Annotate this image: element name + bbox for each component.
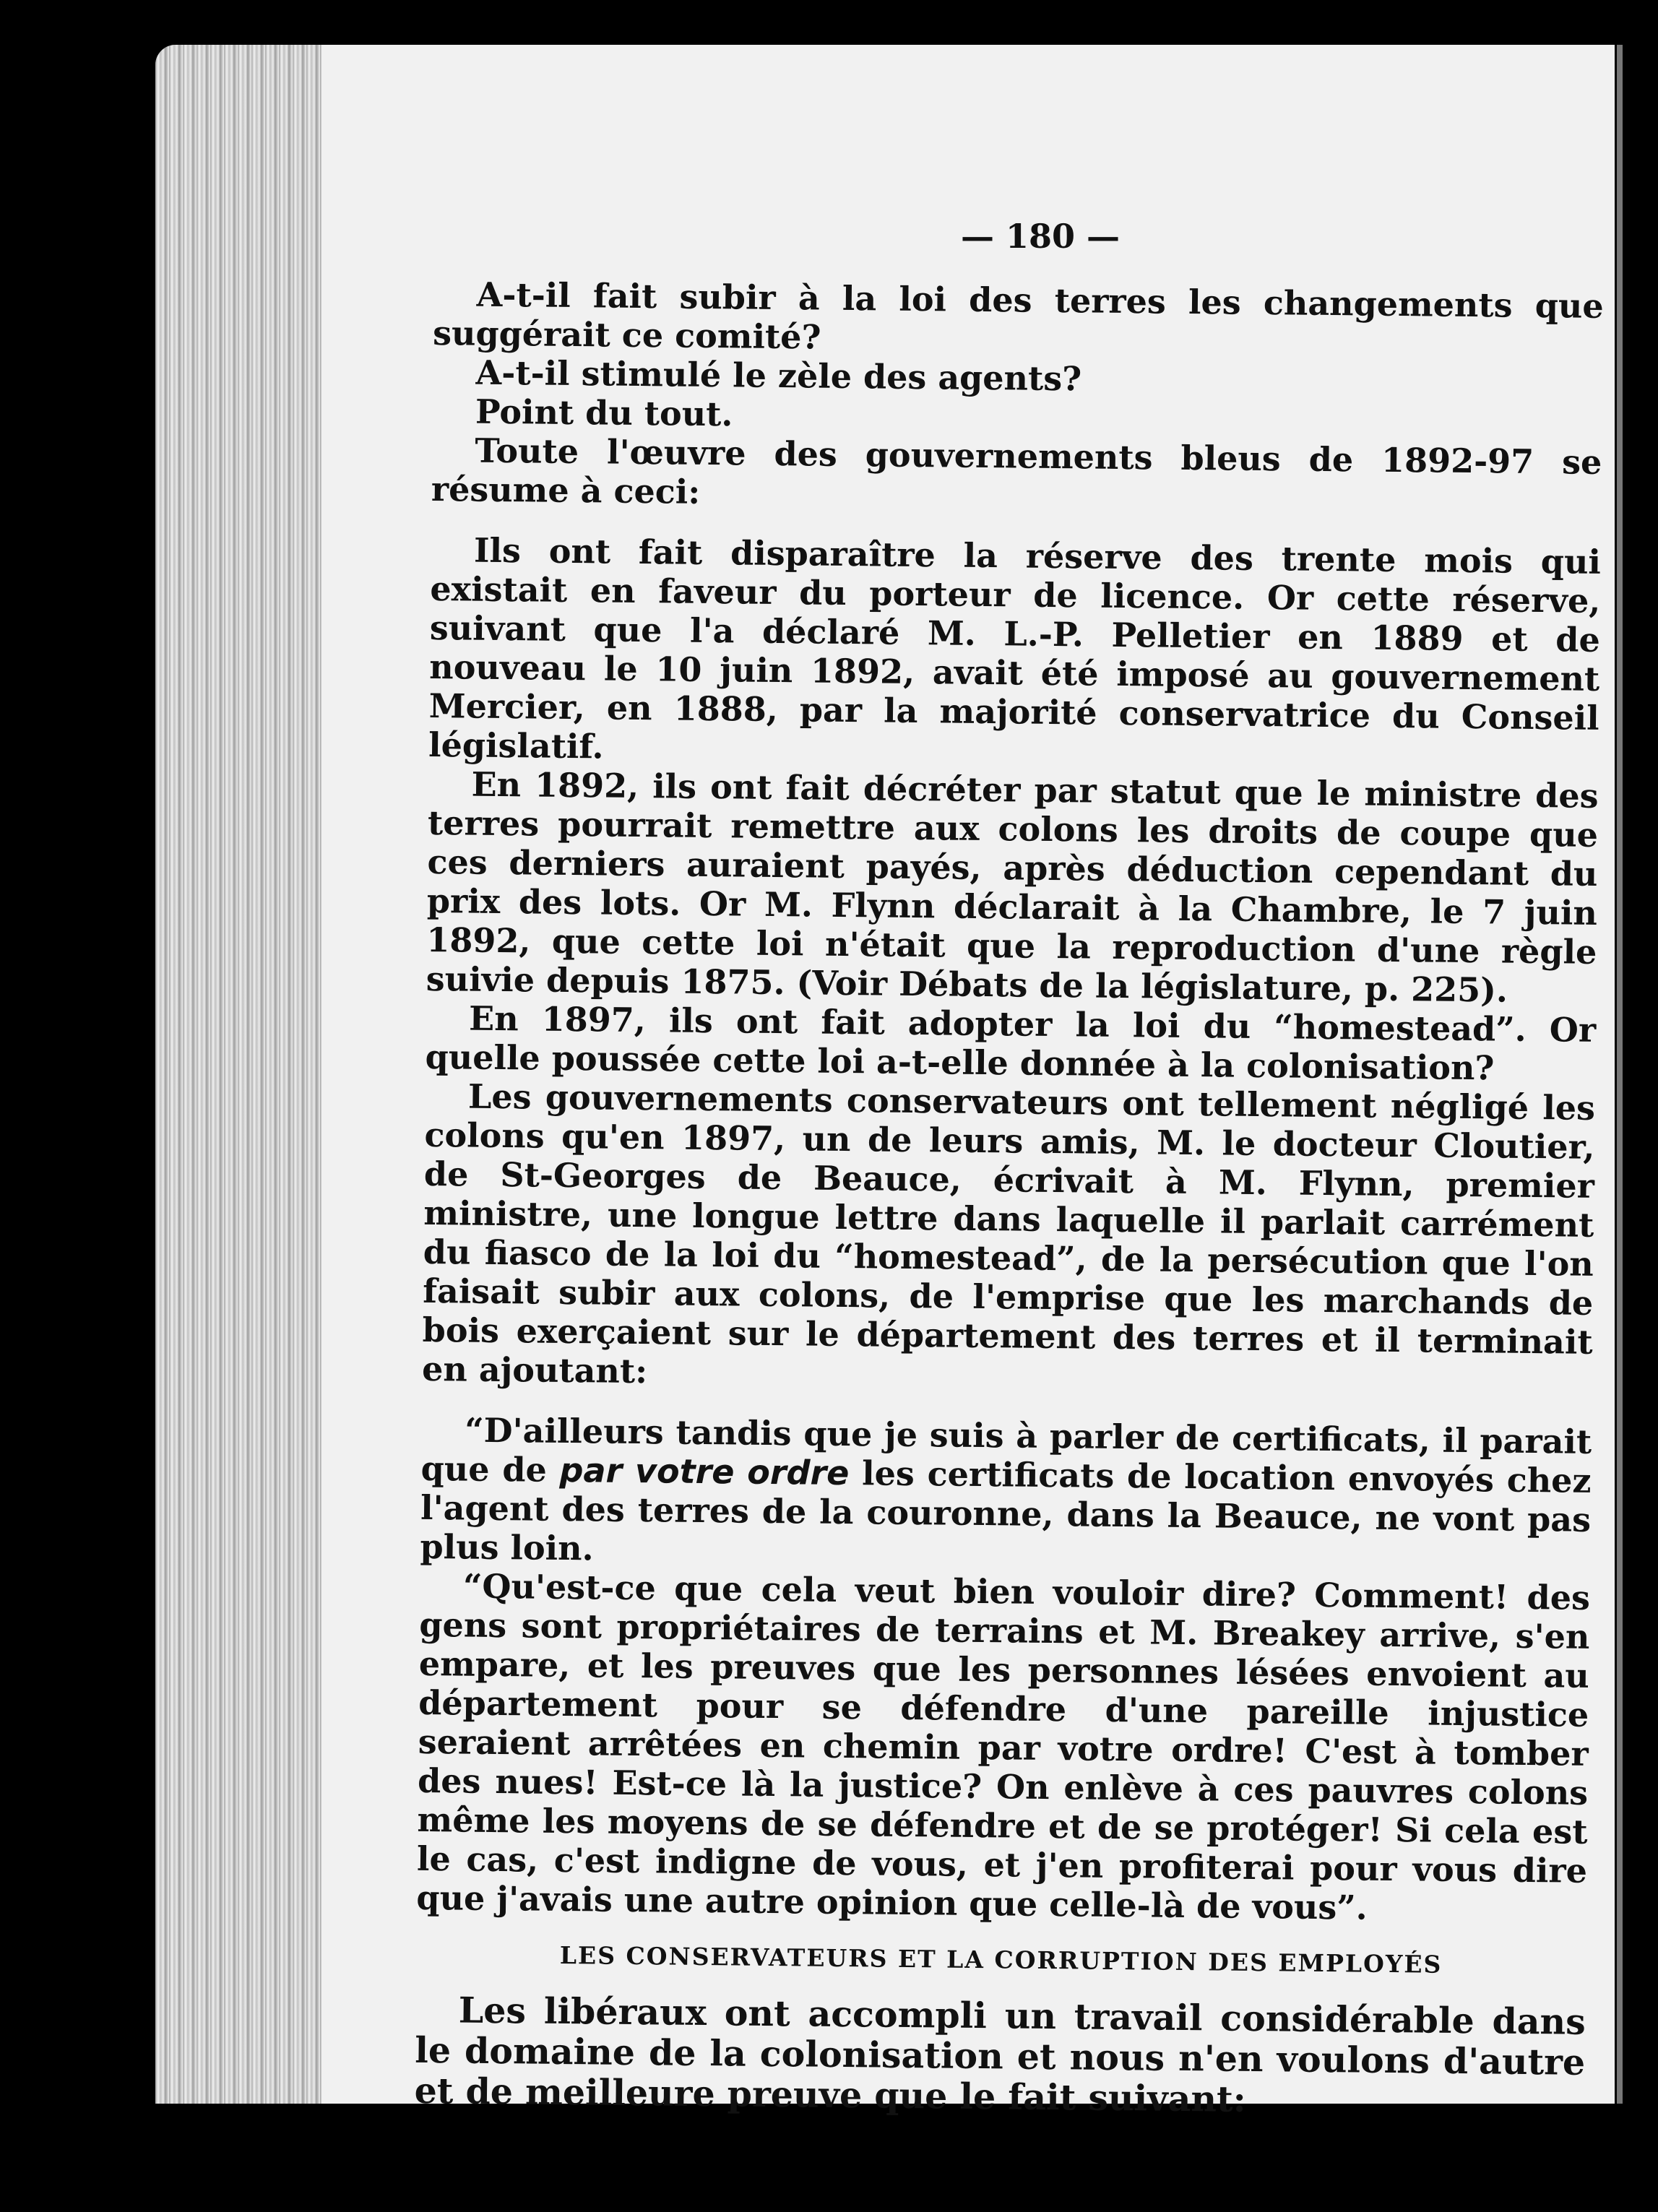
paragraph: En 1892, ils ont fait décréter par statut que le ministre des terres pourrait remettre aux colons les droits de coupe que ces derniers auraient payés, après déduction cependant du prix des lots. Or M. Flynn déclarait à la Chambre, le 7 juin 1892, que cette loi n'était que la reproduction d'une règle suivie depuis 1875. (Voir Débats de la législature, p. 225).	[426, 764, 1599, 1010]
page-body	[414, 275, 1604, 2123]
section-heading: LES CONSERVATEURS ET LA CORRUPTION DES EMPLOYÉS	[559, 1940, 1443, 1979]
page-edges	[155, 45, 321, 2104]
quote-text: “D'ailleurs tandis que je suis à parler de certificats, il parait que de	[420, 1410, 1592, 1490]
paragraph: En 1897, ils ont fait adopter la loi du “homestead”. Or quelle poussée cette loi a-t-elle donnée à la colonisation?	[425, 998, 1597, 1088]
letter-quote: “Qu'est-ce que cela veut bien vouloir dire? Comment! des gens sont propriétaires de terrains et M. Breakey arrive, s'en empare, et les preuves que les personnes lésées envoient au département pour se défendre d'une pareille injustice seraient arrêtées en chemin par votre ordre! C'est à tomber des nues! Est-ce là la justice? On enlève à ces pauvres colons même les moyens de se défendre et de se protéger! Si cela est le cas, c'est indigne de vous, et j'en profiterai pour vous dire que j'avais une autre opinion que celle-là de vous”.	[416, 1566, 1591, 1927]
paragraph: A-t-il fait subir à la loi des terres les changements que suggérait ce comité?	[432, 275, 1604, 357]
paragraph: Ils ont fait disparaître la réserve des trente mois qui existait en faveur du porteur de licence. Or cette réserve, suivant que l'a déclaré M. L.-P. Pelletier en 1889 et de nouveau le 10 juin 1892, avait été imposé au gouvernement Mercier, en 1888, par la majorité conservatrice du Conseil législatif.	[428, 530, 1602, 766]
paragraph: Les libéraux ont accompli un travail considérable dans le domaine de la colonisation et nous n'en voulons d'autre et de meilleure preuve que le fait suivant:	[414, 1989, 1586, 2120]
quote-text: les certificats de location envoyés chez l'agent des terres de la couronne, dans la Beauce, ne vont pas plus loin.	[420, 1453, 1592, 1568]
quote-italic-text: par votre ordre	[559, 1450, 850, 1493]
paragraph: Les gouvernements conservateurs ont tellement négligé les colons qu'en 1897, un de leurs amis, M. le docteur Cloutier, de St-Georges de Beauce, écrivait à M. Flynn, premier ministre, une longue lettre dans laquelle il parlait carrément du fiasco de la loi du “homestead”, de la persécution que l'on faisait subir aux colons, de l'emprise que les marchands de bois exerçaient sur le département des terres et il terminait en ajoutant:	[421, 1076, 1596, 1391]
letter-quote	[420, 1410, 1592, 1578]
paragraph: A-t-il stimulé le zèle des agents?	[475, 353, 1082, 399]
page-number: — 180 —	[960, 217, 1121, 256]
page-right-edge	[1617, 45, 1623, 2104]
paragraph: Toute l'œuvre des gouvernements bleus de 1892-97 se résume à ceci:	[431, 431, 1602, 511]
paragraph: Point du tout.	[475, 392, 733, 434]
